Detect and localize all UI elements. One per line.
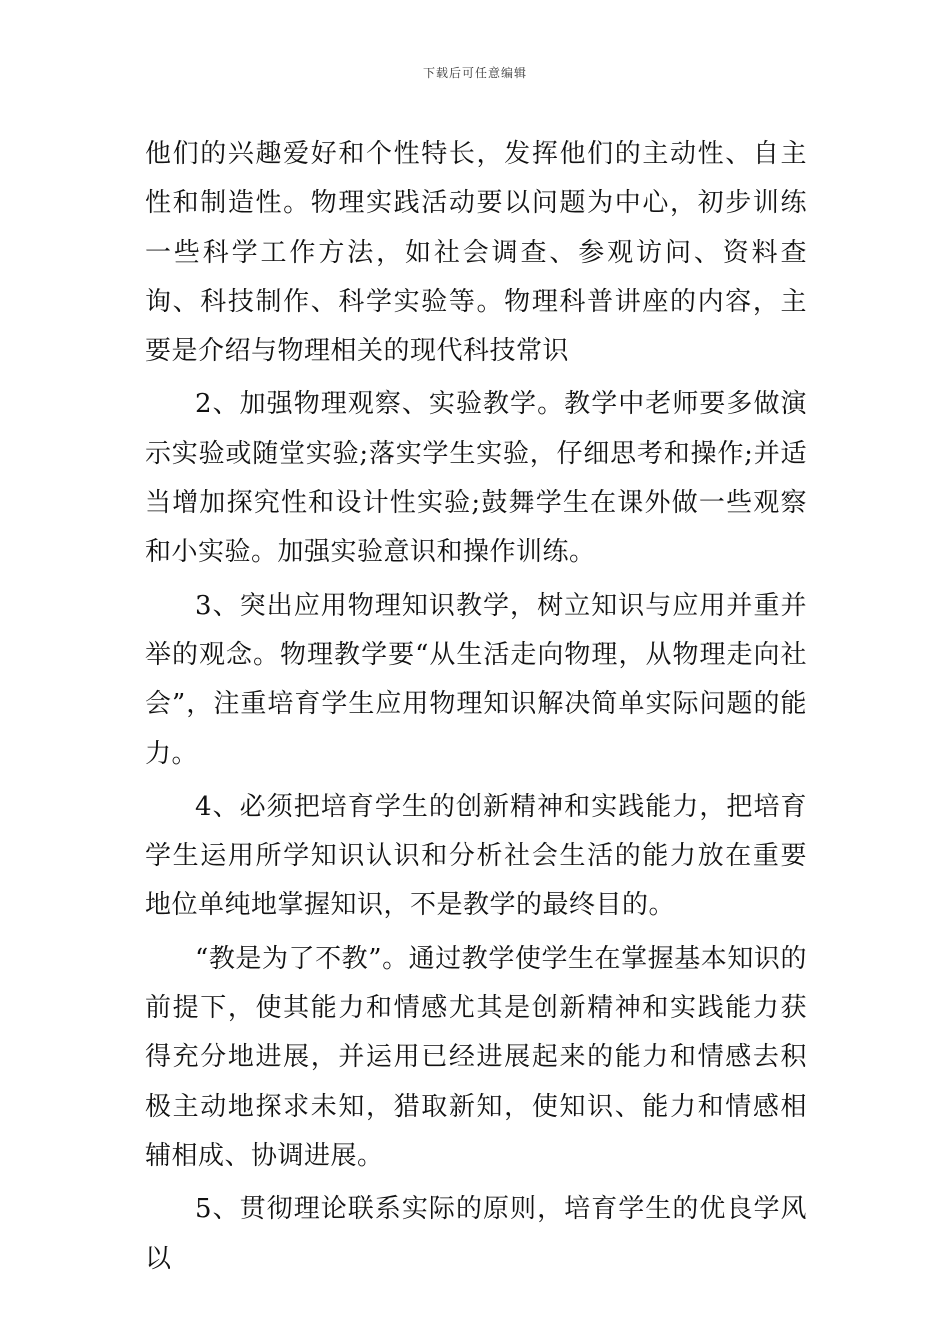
paragraph-6: 5、贯彻理论联系实际的原则，培育学生的优良学风以 (145, 1194, 807, 1274)
paragraph-4: 4、必须把培育学生的创新精神和实践能力，把培育学生运用所学知识认识和分析社会生活的能力放在重要地位单纯地掌握知识，不是教学的最终目的。 (145, 791, 807, 921)
paragraph-3: 3、突出应用物理知识教学，树立知识与应用并重并举的观念。物理教学要“从生活走向物理，从物理走向社会”，注重培育学生应用物理知识解决简单实际问题的能力。 (145, 590, 807, 769)
page-header-note: 下载后可任意编辑 (422, 66, 527, 80)
paragraph-1: 他们的兴趣爱好和个性特长，发挥他们的主动性、自主性和制造性。物理实践活动要以问题为中心，初步训练一些科学工作方法，如社会调查、参观访问、资料查询、科技制作、科学实验等。物理科普讲座的内容，主要是介绍与物理相关的现代科技常识 (145, 139, 807, 367)
document-body (145, 130, 807, 1284)
paragraph-5: “教是为了不教”。通过教学使学生在掌握基本知识的前提下，使其能力和情感尤其是创新精神和实践能力获得充分地进展，并运用已经进展起来的能力和情感去积极主动地探求未知，猎取新知，使知识、能力和情感相辅相成、协调进展。 (145, 943, 807, 1171)
paragraph-2: 2、加强物理观察、实验教学。教学中老师要多做演示实验或随堂实验;落实学生实验，仔细思考和操作;并适当增加探究性和设计性实验;鼓舞学生在课外做一些观察和小实验。加强实验意识和操作训练。 (145, 389, 807, 568)
